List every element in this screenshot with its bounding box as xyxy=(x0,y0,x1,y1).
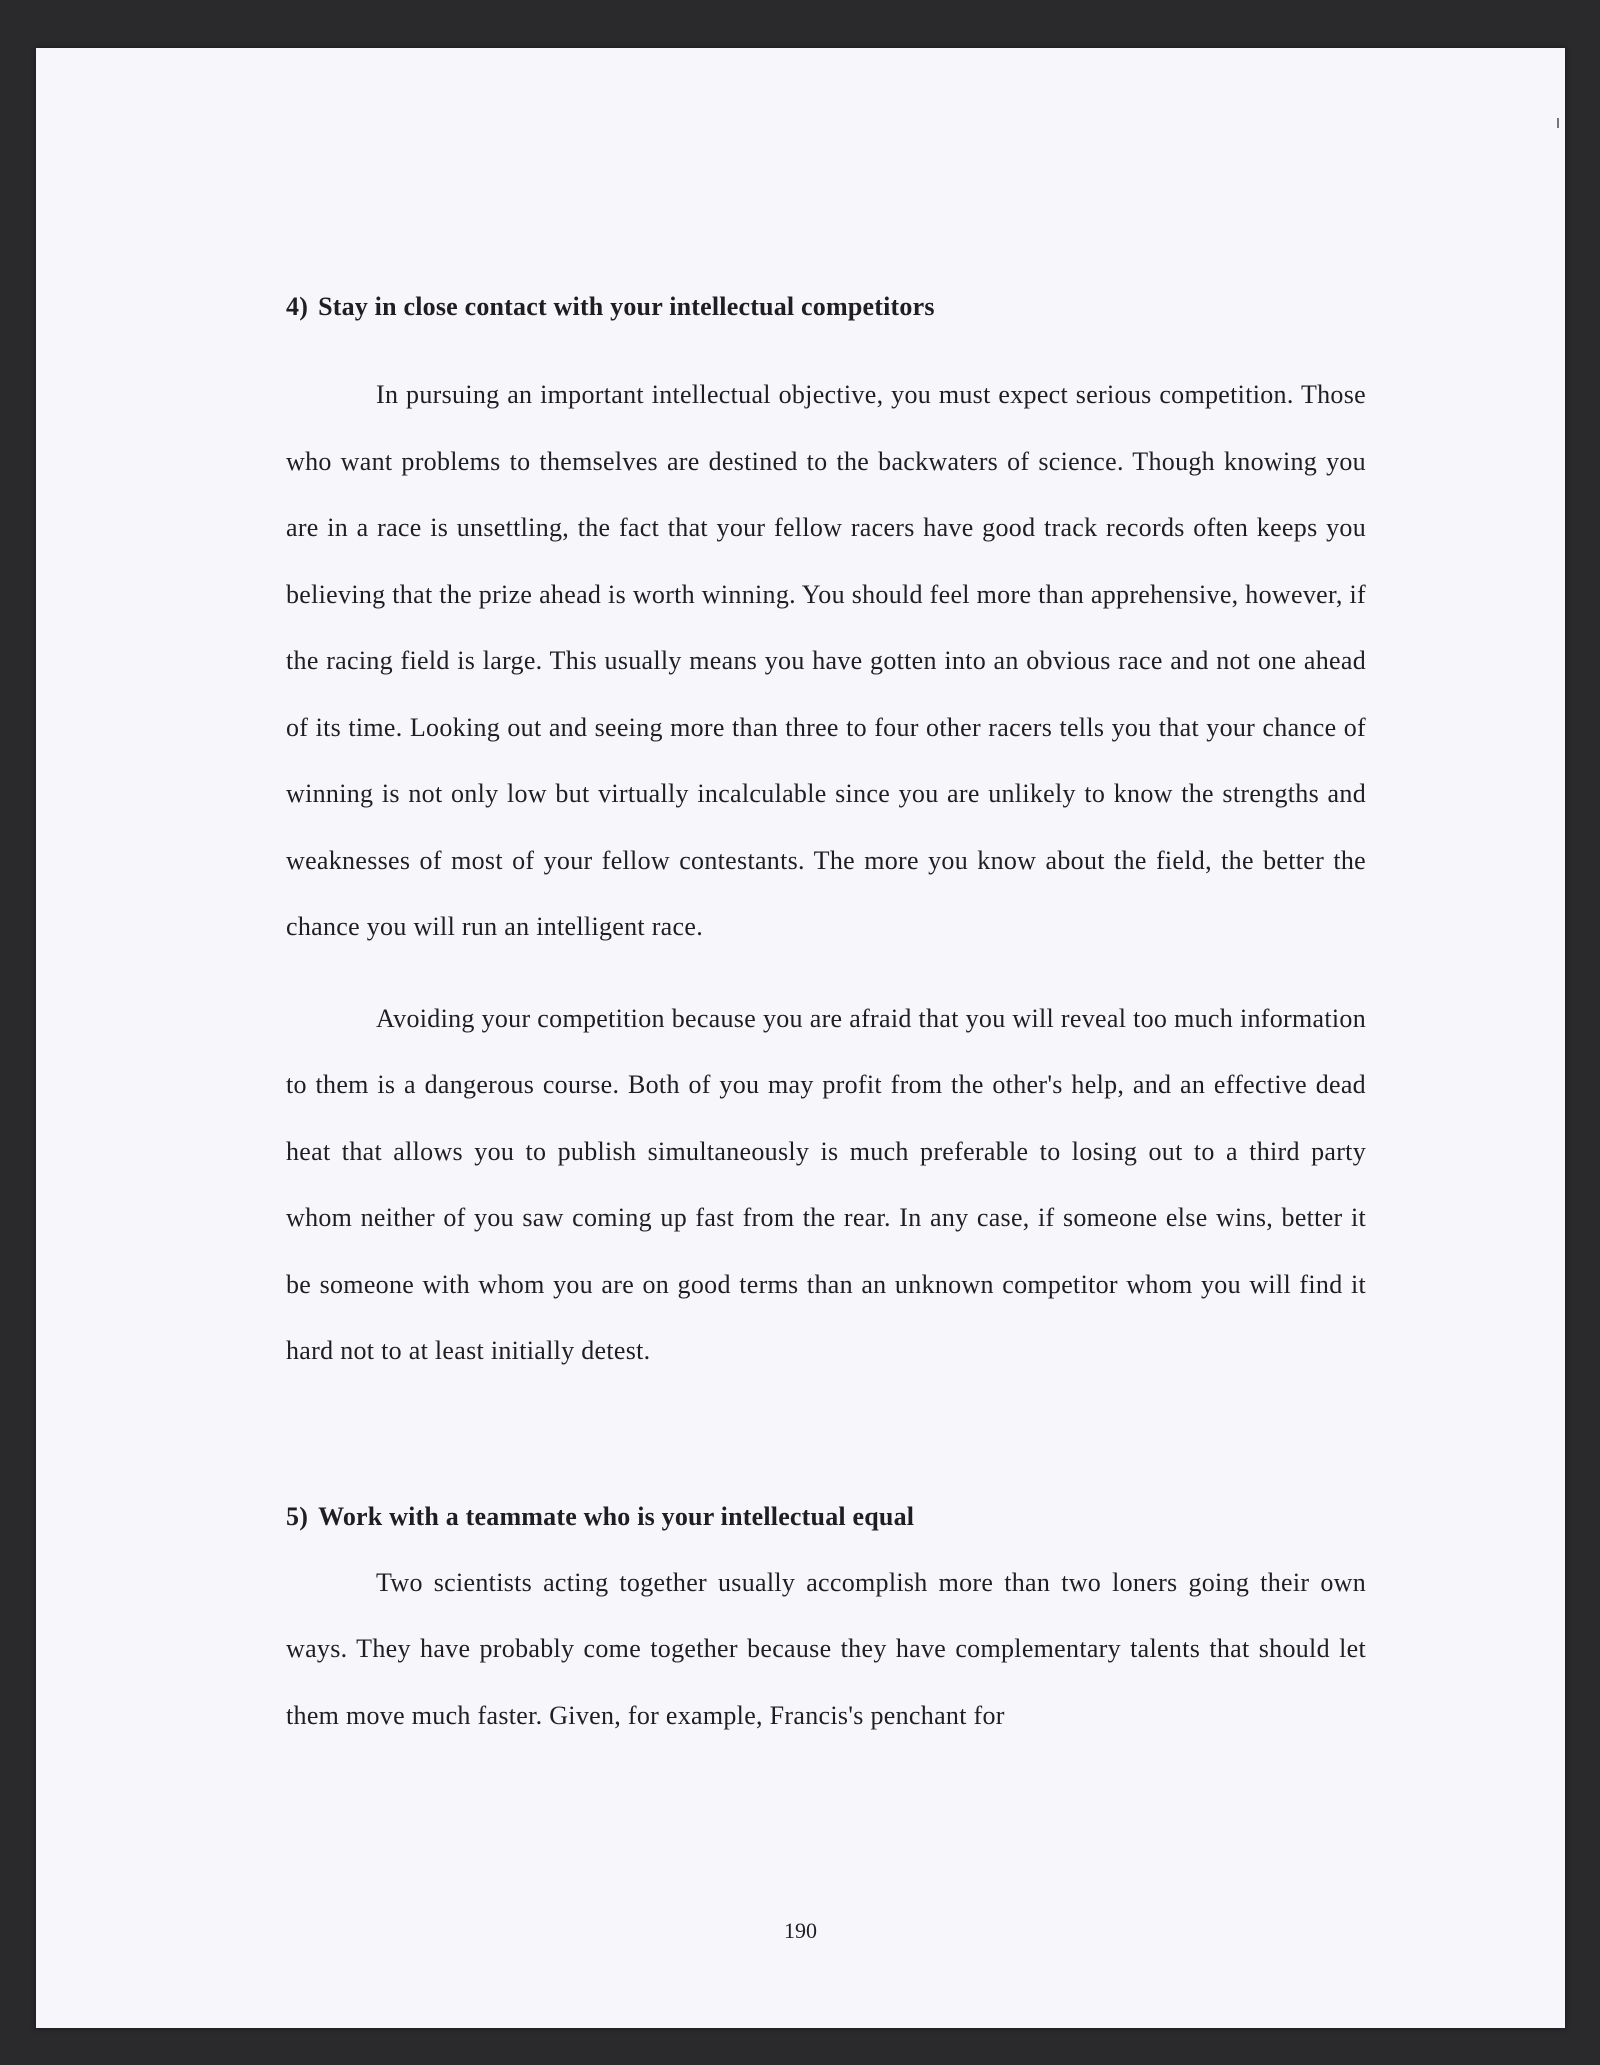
page-content xyxy=(286,290,1366,1749)
body-paragraph: Two scientists acting together usually accomplish more than two loners going their own ways. They have probably come together because they have complementary talents that should let them move much faster. Given, for example, Francis's penchant for xyxy=(286,1567,1366,1730)
section-heading-5 xyxy=(286,1500,1366,1534)
page-edge-mark xyxy=(1557,118,1559,128)
section-title: Stay in close contact with your intellectual competitors xyxy=(318,292,935,321)
section-heading-4 xyxy=(286,290,1366,324)
page-number: 190 xyxy=(784,1918,817,1943)
section-number: 4) xyxy=(286,292,309,321)
section-title: Work with a teammate who is your intellectual equal xyxy=(318,1501,915,1531)
section-number: 5) xyxy=(286,1501,309,1531)
body-paragraph: Avoiding your competition because you are afraid that you will reveal too much information to them is a dangerous course. Both of you may profit from the other's help, and an effective dead heat that allows you to publish simultaneously is much preferable to losing out to a third party whom neither of you saw coming up fast from the rear. In any case, if someone else wins, better it be someone with whom you are on good terms than an unknown competitor whom you will find it hard not to at least initially detest. xyxy=(286,1003,1366,1365)
body-paragraph: In pursuing an important intellectual objective, you must expect serious competition. Those who want problems to themselves are destined to the backwaters of science. Though knowing you are in a race is unsettling, the fact that your fellow racers have good track records often keeps you believing that the prize ahead is worth winning. You should feel more than apprehensive, however, if the racing field is large. This usually means you have gotten into an obvious race and not one ahead of its time. Looking out and seeing more than three to four other racers tells you that your chance of winning is not only low but virtually incalculable since you are unlikely to know the strengths and weaknesses of most of your fellow contestants. The more you know about the field, the better the chance you will run an intelligent race. xyxy=(286,380,1366,941)
document-page xyxy=(36,48,1565,2028)
